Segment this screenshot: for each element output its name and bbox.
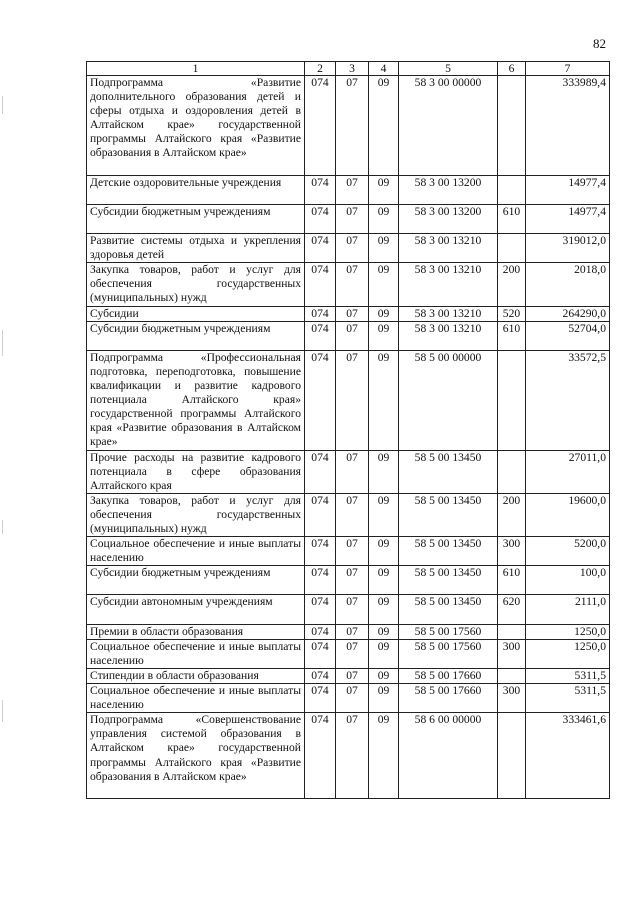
row-expense-type-code (498, 76, 526, 176)
row-expense-type-code: 610 (498, 204, 526, 233)
row-section-code: 07 (336, 450, 369, 493)
row-name: Социальное обеспечение и иные выплаты населению (87, 639, 305, 668)
scan-edge-mark-low (2, 520, 3, 534)
row-amount: 19600,0 (526, 493, 610, 536)
row-target-code: 58 5 00 00000 (399, 350, 498, 450)
row-section-code: 07 (336, 76, 369, 176)
row-name: Закупка товаров, работ и услуг для обеспечения государственных (муниципальных) нужд (87, 263, 305, 306)
row-expense-type-code (498, 450, 526, 493)
table-row (87, 175, 610, 204)
row-expense-type-code: 610 (498, 321, 526, 350)
table-row (87, 450, 610, 493)
row-expense-type-code: 620 (498, 595, 526, 624)
row-subsection-code: 09 (369, 684, 399, 713)
row-name: Развитие системы отдыха и укрепления здоровья детей (87, 234, 305, 263)
row-ministry-code: 074 (305, 321, 336, 350)
row-section-code: 07 (336, 566, 369, 595)
row-expense-type-code: 610 (498, 566, 526, 595)
budget-table-body (87, 76, 610, 799)
row-section-code: 07 (336, 639, 369, 668)
row-subsection-code: 09 (369, 204, 399, 233)
row-ministry-code: 074 (305, 624, 336, 639)
row-ministry-code: 074 (305, 450, 336, 493)
row-name: Прочие расходы на развитие кадрового потенциала в сфере образования Алтайского края (87, 450, 305, 493)
row-subsection-code: 09 (369, 350, 399, 450)
scan-edge-mark-mid (2, 330, 3, 356)
row-amount: 52704,0 (526, 321, 610, 350)
table-row (87, 204, 610, 233)
table-row (87, 321, 610, 350)
row-section-code: 07 (336, 175, 369, 204)
row-name: Субсидии бюджетным учреждениям (87, 321, 305, 350)
table-row (87, 668, 610, 683)
table-row (87, 306, 610, 321)
row-target-code: 58 3 00 13200 (399, 175, 498, 204)
row-ministry-code: 074 (305, 204, 336, 233)
row-subsection-code: 09 (369, 639, 399, 668)
row-ministry-code: 074 (305, 566, 336, 595)
row-ministry-code: 074 (305, 175, 336, 204)
row-expense-type-code: 300 (498, 639, 526, 668)
row-section-code: 07 (336, 537, 369, 566)
row-target-code: 58 5 00 13450 (399, 566, 498, 595)
table-row (87, 639, 610, 668)
row-expense-type-code (498, 234, 526, 263)
row-ministry-code: 074 (305, 684, 336, 713)
column-header-amount: 7 (526, 62, 610, 76)
row-subsection-code: 09 (369, 321, 399, 350)
row-ministry-code: 074 (305, 76, 336, 176)
row-subsection-code: 09 (369, 595, 399, 624)
table-row (87, 234, 610, 263)
row-subsection-code: 09 (369, 624, 399, 639)
row-expense-type-code: 200 (498, 263, 526, 306)
row-name: Подпрограмма «Совершенствование управления системой образования в Алтайском крае» государственной программы Алтайского края «Развитие образования в Алтайском крае» (87, 713, 305, 799)
row-expense-type-code (498, 175, 526, 204)
row-name: Подпрограмма «Развитие дополнительного образования детей и сферы отдыха и оздоровления детей в Алтайском крае» государственной программы Алтайского края «Развитие образования в Алтайском крае» (87, 76, 305, 176)
row-section-code: 07 (336, 595, 369, 624)
column-header-target: 5 (399, 62, 498, 76)
row-expense-type-code (498, 350, 526, 450)
column-header-expense-type: 6 (498, 62, 526, 76)
table-row (87, 684, 610, 713)
row-expense-type-code (498, 713, 526, 799)
row-target-code: 58 6 00 00000 (399, 713, 498, 799)
scan-edge-mark-top (2, 96, 3, 114)
row-subsection-code: 09 (369, 76, 399, 176)
table-row (87, 76, 610, 176)
table-row (87, 493, 610, 536)
table-row (87, 595, 610, 624)
table-row (87, 713, 610, 799)
table-row (87, 350, 610, 450)
row-name: Социальное обеспечение и иные выплаты населению (87, 537, 305, 566)
row-name: Субсидии бюджетным учреждениям (87, 566, 305, 595)
row-target-code: 58 3 00 13200 (399, 204, 498, 233)
row-amount: 2018,0 (526, 263, 610, 306)
row-name: Субсидии автономным учреждениям (87, 595, 305, 624)
row-target-code: 58 3 00 13210 (399, 306, 498, 321)
page-number: 82 (593, 36, 606, 51)
row-subsection-code: 09 (369, 566, 399, 595)
column-header-subsection: 4 (369, 62, 399, 76)
row-expense-type-code: 300 (498, 537, 526, 566)
row-subsection-code: 09 (369, 537, 399, 566)
row-amount: 100,0 (526, 566, 610, 595)
row-ministry-code: 074 (305, 595, 336, 624)
row-amount: 264290,0 (526, 306, 610, 321)
table-row (87, 624, 610, 639)
row-target-code: 58 3 00 13210 (399, 234, 498, 263)
row-amount: 2111,0 (526, 595, 610, 624)
row-section-code: 07 (336, 684, 369, 713)
column-header-name: 1 (87, 62, 305, 76)
row-subsection-code: 09 (369, 450, 399, 493)
row-name: Закупка товаров, работ и услуг для обеспечения государственных (муниципальных) нужд (87, 493, 305, 536)
table-row (87, 566, 610, 595)
row-subsection-code: 09 (369, 175, 399, 204)
row-amount: 14977,4 (526, 204, 610, 233)
row-subsection-code: 09 (369, 668, 399, 683)
row-amount: 5200,0 (526, 537, 610, 566)
row-target-code: 58 5 00 17660 (399, 668, 498, 683)
column-header-ministry: 2 (305, 62, 336, 76)
table-row (87, 263, 610, 306)
row-amount: 333461,6 (526, 713, 610, 799)
row-section-code: 07 (336, 263, 369, 306)
row-section-code: 07 (336, 306, 369, 321)
row-name: Детские оздоровительные учреждения (87, 175, 305, 204)
row-name: Социальное обеспечение и иные выплаты населению (87, 684, 305, 713)
row-amount: 1250,0 (526, 624, 610, 639)
row-subsection-code: 09 (369, 306, 399, 321)
row-subsection-code: 09 (369, 234, 399, 263)
row-ministry-code: 074 (305, 537, 336, 566)
row-amount: 1250,0 (526, 639, 610, 668)
row-target-code: 58 3 00 13210 (399, 263, 498, 306)
row-amount: 27011,0 (526, 450, 610, 493)
scan-edge-mark-bottom (2, 700, 3, 722)
row-name: Подпрограмма «Профессиональная подготовка, переподготовка, повышение квалификации и развитие кадрового потенциала Алтайского края» государственной программы Алтайского края «Развитие образования в Алтайском крае» (87, 350, 305, 450)
row-section-code: 07 (336, 350, 369, 450)
row-ministry-code: 074 (305, 668, 336, 683)
row-target-code: 58 5 00 13450 (399, 493, 498, 536)
row-amount: 14977,4 (526, 175, 610, 204)
row-name: Субсидии бюджетным учреждениям (87, 204, 305, 233)
row-ministry-code: 074 (305, 639, 336, 668)
row-expense-type-code (498, 624, 526, 639)
row-target-code: 58 5 00 13450 (399, 595, 498, 624)
row-section-code: 07 (336, 493, 369, 536)
row-target-code: 58 5 00 17560 (399, 639, 498, 668)
row-amount: 33572,5 (526, 350, 610, 450)
row-subsection-code: 09 (369, 263, 399, 306)
row-target-code: 58 5 00 13450 (399, 450, 498, 493)
row-section-code: 07 (336, 713, 369, 799)
row-ministry-code: 074 (305, 306, 336, 321)
row-section-code: 07 (336, 234, 369, 263)
column-header-section: 3 (336, 62, 369, 76)
row-target-code: 58 5 00 13450 (399, 537, 498, 566)
row-subsection-code: 09 (369, 493, 399, 536)
row-target-code: 58 3 00 13210 (399, 321, 498, 350)
budget-table (86, 61, 610, 799)
row-section-code: 07 (336, 321, 369, 350)
row-ministry-code: 074 (305, 713, 336, 799)
row-ministry-code: 074 (305, 493, 336, 536)
header-row (87, 62, 610, 76)
row-target-code: 58 5 00 17660 (399, 684, 498, 713)
row-amount: 319012,0 (526, 234, 610, 263)
row-expense-type-code: 520 (498, 306, 526, 321)
row-target-code: 58 3 00 00000 (399, 76, 498, 176)
table-row (87, 537, 610, 566)
row-amount: 333989,4 (526, 76, 610, 176)
row-expense-type-code: 300 (498, 684, 526, 713)
row-section-code: 07 (336, 624, 369, 639)
row-name: Стипендии в области образования (87, 668, 305, 683)
row-expense-type-code (498, 668, 526, 683)
row-expense-type-code: 200 (498, 493, 526, 536)
row-ministry-code: 074 (305, 234, 336, 263)
row-ministry-code: 074 (305, 263, 336, 306)
row-name: Премии в области образования (87, 624, 305, 639)
row-section-code: 07 (336, 668, 369, 683)
row-target-code: 58 5 00 17560 (399, 624, 498, 639)
row-subsection-code: 09 (369, 713, 399, 799)
row-amount: 5311,5 (526, 684, 610, 713)
row-name: Субсидии (87, 306, 305, 321)
row-ministry-code: 074 (305, 350, 336, 450)
row-amount: 5311,5 (526, 668, 610, 683)
row-section-code: 07 (336, 204, 369, 233)
